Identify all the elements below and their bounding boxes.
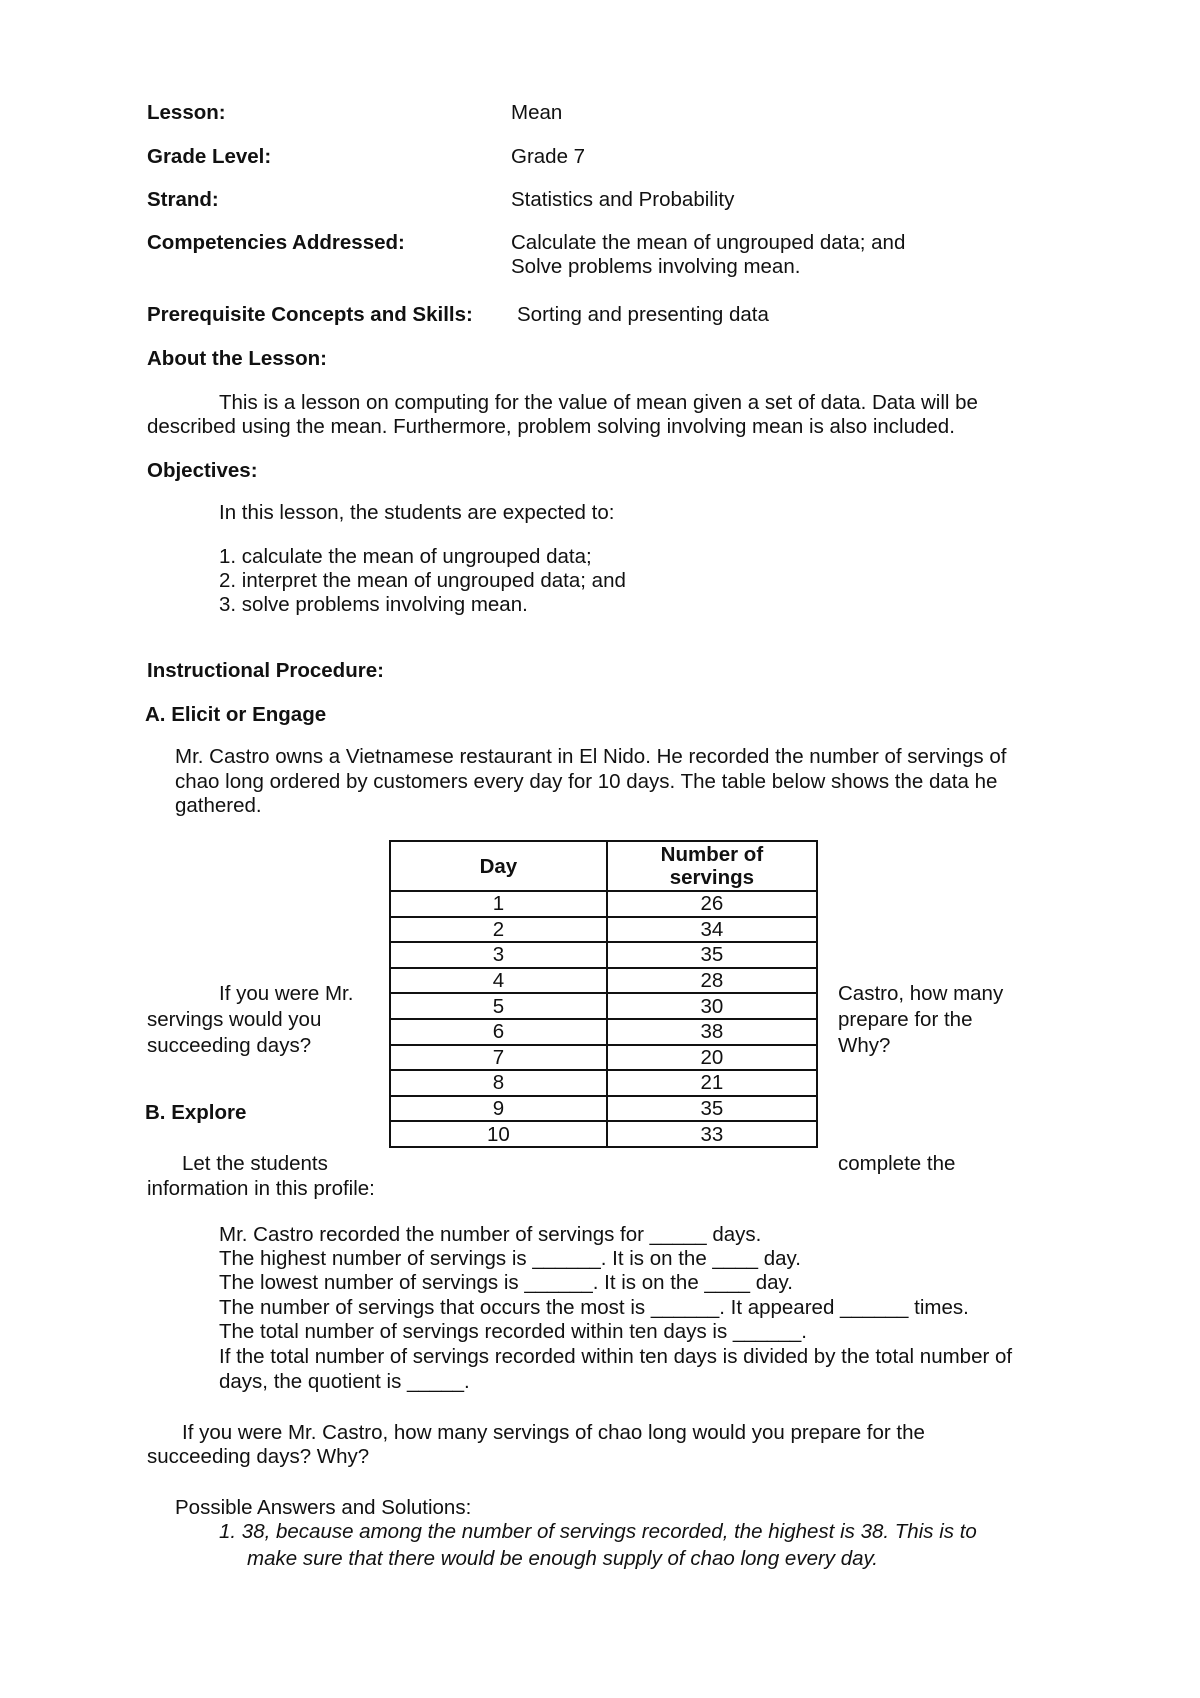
cell-day: 7 <box>390 1045 607 1071</box>
cell-day: 3 <box>390 942 607 968</box>
profile-line: The highest number of servings is ______. It is on the ____ day. <box>219 1247 801 1270</box>
cell-day: 10 <box>390 1121 607 1147</box>
profile-line: If the total number of servings recorded within ten days is divided by the total number of <box>219 1345 1013 1368</box>
table-row <box>390 891 817 917</box>
table-row <box>390 1070 817 1096</box>
table-header-row <box>390 841 817 891</box>
engage-line-2: chao long ordered by customers every day for 10 days. The table below shows the data he <box>175 770 998 793</box>
column-header-servings: Number of servings <box>607 841 817 891</box>
question-line-1: If you were Mr. Castro, how many servings of chao long would you prepare for the <box>182 1421 925 1444</box>
table-row <box>390 917 817 943</box>
column-header-day: Day <box>390 841 607 891</box>
objectives-intro: In this lesson, the students are expected to: <box>219 501 615 524</box>
procedure-heading: Instructional Procedure: <box>147 659 384 682</box>
lesson-label: Lesson: <box>147 101 226 124</box>
table-row <box>390 1096 817 1122</box>
competencies-label: Competencies Addressed: <box>147 231 405 254</box>
about-line-1: This is a lesson on computing for the value of mean given a set of data. Data will be <box>219 391 978 414</box>
cell-servings: 20 <box>607 1045 817 1071</box>
grade-level-value: Grade 7 <box>511 145 586 168</box>
servings-table <box>389 840 818 1148</box>
cell-servings: 38 <box>607 1019 817 1045</box>
table-row <box>390 1121 817 1147</box>
cell-day: 9 <box>390 1096 607 1122</box>
table-row <box>390 1045 817 1071</box>
about-line-2: described using the mean. Furthermore, problem solving involving mean is also included. <box>147 415 955 438</box>
explore-right: complete the <box>838 1152 956 1175</box>
cell-servings: 33 <box>607 1121 817 1147</box>
cell-servings: 35 <box>607 1096 817 1122</box>
objective-item: 1. calculate the mean of ungrouped data; <box>219 545 592 568</box>
table-row <box>390 993 817 1019</box>
cell-servings: 28 <box>607 968 817 994</box>
table-row <box>390 942 817 968</box>
cell-servings: 34 <box>607 917 817 943</box>
engage-line-1: Mr. Castro owns a Vietnamese restaurant in El Nido. He recorded the number of servings of <box>175 745 1007 768</box>
competencies-line-1: Calculate the mean of ungrouped data; and <box>511 231 906 254</box>
cell-servings: 26 <box>607 891 817 917</box>
cell-day: 8 <box>390 1070 607 1096</box>
engage-line-3: gathered. <box>175 794 262 817</box>
side-question-right-3: Why? <box>838 1034 891 1057</box>
cell-servings: 35 <box>607 942 817 968</box>
answer-1-line-2: make sure that there would be enough supply of chao long every day. <box>247 1547 878 1570</box>
grade-level-label: Grade Level: <box>147 145 272 168</box>
side-question-right-1: Castro, how many <box>838 982 1004 1005</box>
table-row <box>390 1019 817 1045</box>
side-question-left-1: If you were Mr. <box>219 982 354 1005</box>
cell-servings: 21 <box>607 1070 817 1096</box>
side-question-right-2: prepare for the <box>838 1008 973 1031</box>
objective-item: 3. solve problems involving mean. <box>219 593 528 616</box>
profile-line: The lowest number of servings is ______. It is on the ____ day. <box>219 1271 793 1294</box>
answers-heading: Possible Answers and Solutions: <box>175 1496 472 1519</box>
cell-servings: 30 <box>607 993 817 1019</box>
section-b-heading: B. Explore <box>145 1101 247 1124</box>
table-row <box>390 968 817 994</box>
profile-line: The total number of servings recorded within ten days is ______. <box>219 1320 807 1343</box>
profile-line: days, the quotient is _____. <box>219 1370 470 1393</box>
answer-1-line-1: 1. 38, because among the number of servings recorded, the highest is 38. This is to <box>219 1520 977 1543</box>
objectives-heading: Objectives: <box>147 459 258 482</box>
objective-item: 2. interpret the mean of ungrouped data; and <box>219 569 626 592</box>
side-question-left-3: succeeding days? <box>147 1034 312 1057</box>
cell-day: 1 <box>390 891 607 917</box>
about-heading: About the Lesson: <box>147 347 327 370</box>
explore-line-2: information in this profile: <box>147 1177 375 1200</box>
prerequisite-label: Prerequisite Concepts and Skills: <box>147 303 473 326</box>
side-question-left-2: servings would you <box>147 1008 322 1031</box>
cell-day: 4 <box>390 968 607 994</box>
strand-label: Strand: <box>147 188 219 211</box>
section-a-heading: A. Elicit or Engage <box>145 703 327 726</box>
profile-line: Mr. Castro recorded the number of servings for _____ days. <box>219 1223 762 1246</box>
cell-day: 2 <box>390 917 607 943</box>
lesson-value: Mean <box>511 101 563 124</box>
competencies-line-2: Solve problems involving mean. <box>511 255 801 278</box>
profile-line: The number of servings that occurs the most is ______. It appeared ______ times. <box>219 1296 969 1319</box>
cell-day: 5 <box>390 993 607 1019</box>
strand-value: Statistics and Probability <box>511 188 735 211</box>
cell-day: 6 <box>390 1019 607 1045</box>
explore-left: Let the students <box>182 1152 328 1175</box>
question-line-2: succeeding days? Why? <box>147 1445 370 1468</box>
prerequisite-value: Sorting and presenting data <box>517 303 769 326</box>
